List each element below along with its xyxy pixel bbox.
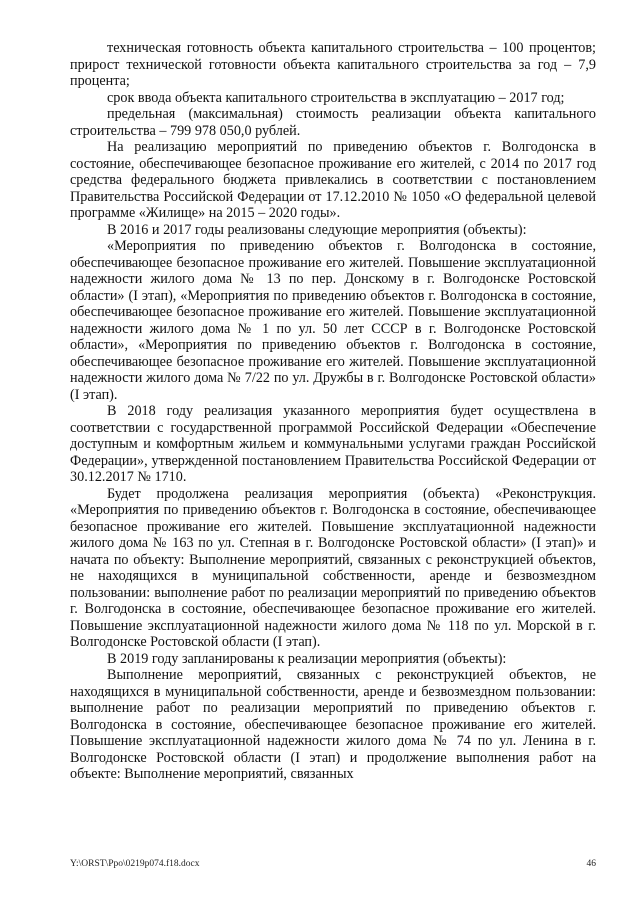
page-footer xyxy=(70,859,596,869)
footer-file-path: Y:\ORST\Ppo\0219p074.f18.docx xyxy=(70,859,200,869)
paragraph-reconstruction: Будет продолжена реализация мероприятия (объекта) «Реконструкция. «Мероприятия по приведению объектов г. Волгодонска в состояние, обеспечивающее безопасное проживание его жителей. Повышение эксплуатационной надежности жилого дома № 163 по ул. Степная в г. Волгодонске Ростовской области» (I этап)» и начата по объекту: Выполнение мероприятий, связанных с реконструкцией объектов, не находящихся в муниципальной собственности, аренде и безвозмездном пользовании: выполнение работ по реализации мероприятий по приведению объектов г. Волгодонска в состояние, обеспечивающее безопасное проживание его жителей. Повышение эксплуатационной надежности жилого дома № 118 по ул. Морской в г. Волгодонске Ростовской области (I этап). xyxy=(70,485,596,650)
paragraph-2018-program: В 2018 году реализация указанного мероприятия будет осуществлена в соответствии с государственной программой Российской Федерации «Обеспечение доступным и комфортным жильем и коммунальными услугами граждан Российской Федерации», утвержденной постановлением Правительства Российской Федерации от 30.12.2017 № 1710. xyxy=(70,403,596,485)
paragraph-2019-objects: Выполнение мероприятий, связанных с реконструкцией объектов, не находящихся в муниципальной собственности, аренде и безвозмездном пользовании: выполнение работ по реализации мероприятий по приведению объектов г. Волгодонска в состояние, обеспечивающее безопасное проживание его жителей. Повышение эксплуатационной надежности жилого дома № 74 по ул. Ленина в г. Волгодонске Ростовской области (I этап) и продолжение выполнения работ на объекте: Выполнение мероприятий, связанных xyxy=(70,667,596,782)
paragraph-readiness: техническая готовность объекта капитального строительства – 100 процентов; прирост технической готовности объекта капитального строительства за год – 7,9 процента; xyxy=(70,40,596,89)
paragraph-federal-funding: На реализацию мероприятий по приведению объектов г. Волгодонска в состояние, обеспечивающее безопасное проживание его жителей, с 2014 по 2017 год средства федерального бюджета привлекались в соответствии с постановлением Правительства Российской Федерации от 17.12.2010 № 1050 «О федеральной целевой программе «Жилище» на 2015 – 2020 годы». xyxy=(70,139,596,221)
paragraph-2019-heading: В 2019 году запланированы к реализации мероприятия (объекты): xyxy=(107,650,507,667)
paragraph-2016-2017-heading: В 2016 и 2017 годы реализованы следующие мероприятия (объекты): xyxy=(107,221,527,238)
paragraph-max-cost: предельная (максимальная) стоимость реализации объекта капитального строительства – 799 978 050,0 рублей. xyxy=(70,106,596,139)
paragraph-commissioning-date: срок ввода объекта капитального строительства в эксплуатацию – 2017 год; xyxy=(107,89,565,106)
page-number: 46 xyxy=(586,859,596,869)
document-body xyxy=(70,40,596,783)
paragraph-2016-2017-objects: «Мероприятия по приведению объектов г. Волгодонска в состояние, обеспечивающее безопасное проживание его жителей. Повышение эксплуатационной надежности жилого дома № 13 по пер. Донскому в г. Волгодонске Ростовской области» (I этап), «Мероприятия по приведению объектов г. Волгодонска в состояние, обеспечивающее безопасное проживание его жителей. Повышение эксплуатационной надежности жилого дома № 1 по ул. 50 лет СССР в г. Волгодонске Ростовской области», «Мероприятия по приведению объектов г. Волгодонска в состояние, обеспечивающее безопасное проживание его жителей. Повышение эксплуатационной надежности жилого дома № 7/22 по ул. Дружбы в г. Волгодонске Ростовской области» (I этап). xyxy=(70,238,596,403)
